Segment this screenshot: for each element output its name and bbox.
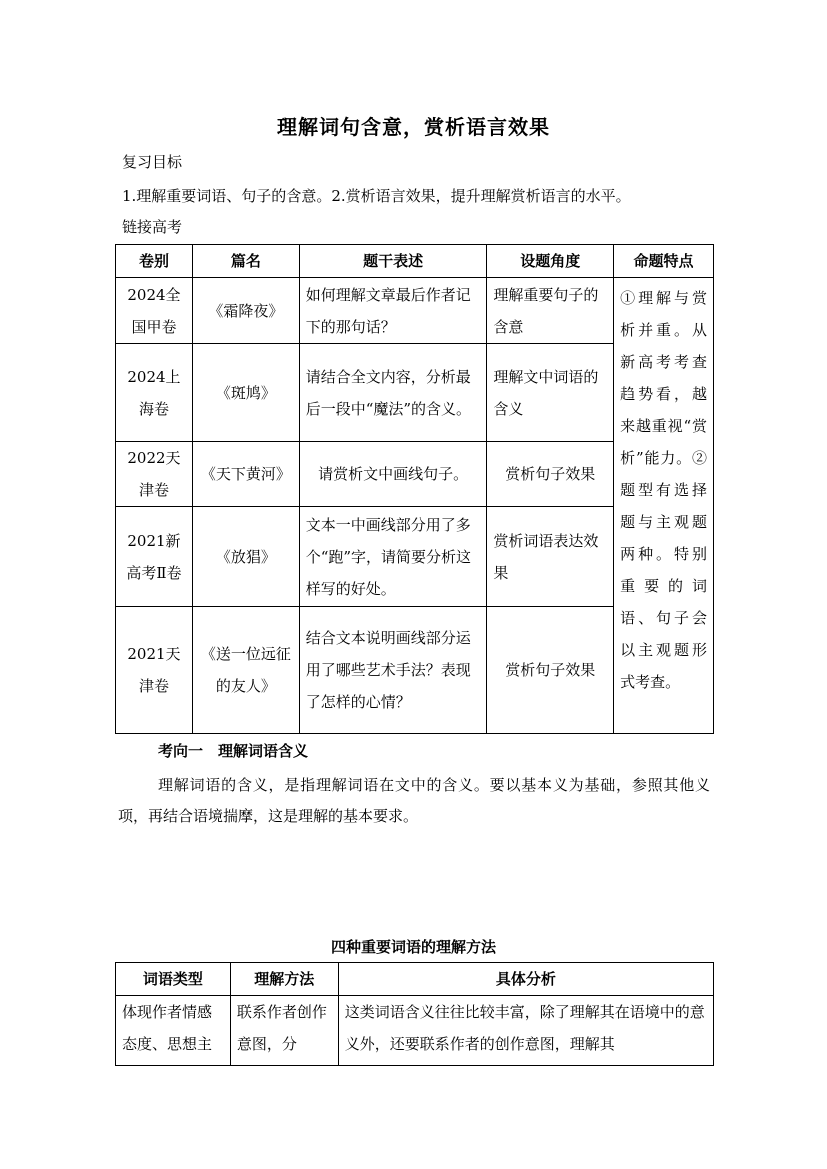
cell-title: 《斑鸠》 bbox=[192, 344, 299, 442]
cell-feature: ①理解与赏析并重。从新高考考查趋势看，越来越重视“赏析”能力。②题型有选择题与主观题两种。特别重要的词语、句子会以主观题形式考查。 bbox=[614, 278, 714, 734]
cell-paper: 2022天津卷 bbox=[116, 442, 193, 507]
table-header-row bbox=[116, 245, 714, 278]
methods-table bbox=[115, 962, 714, 1066]
header-word-type: 词语类型 bbox=[116, 963, 231, 996]
cell-title: 《送一位远征的友人》 bbox=[192, 607, 299, 734]
review-goal-text: 1.理解重要词语、句子的含意。2.赏析语言效果，提升理解赏析语言的水平。 bbox=[122, 187, 631, 205]
cell-title: 《放猖》 bbox=[192, 507, 299, 607]
cell-title: 《天下黄河》 bbox=[192, 442, 299, 507]
header-paper: 卷别 bbox=[116, 245, 193, 278]
cell-stem: 如何理解文章最后作者记下的那句话？ bbox=[299, 278, 487, 344]
header-stem: 题干表述 bbox=[299, 245, 487, 278]
table-header-row bbox=[116, 963, 714, 996]
header-title: 篇名 bbox=[192, 245, 299, 278]
section-heading: 考向一 理解词语含义 bbox=[158, 742, 309, 760]
cell-analysis: 这类词语含义往往比较丰富，除了理解其在语境中的意义外，还要联系作者的创作意图，理解其 bbox=[338, 996, 713, 1066]
methods-table-title: 四种重要词语的理解方法 bbox=[330, 938, 496, 956]
cell-word-type: 体现作者情感态度、思想主 bbox=[116, 996, 231, 1066]
header-angle: 设题角度 bbox=[487, 245, 614, 278]
link-gaokao-label: 链接高考 bbox=[122, 218, 183, 236]
section-paragraph: 理解词语的含义，是指理解词语在文中的含义。要以基本义为基础，参照其他义项，再结合语境揣摩，这是理解的基本要求。 bbox=[118, 776, 710, 825]
cell-stem: 请赏析文中画线句子。 bbox=[299, 442, 487, 507]
review-goal-label: 复习目标 bbox=[122, 153, 183, 171]
cell-stem: 结合文本说明画线部分运用了哪些艺术手法？表现了怎样的心情？ bbox=[299, 607, 487, 734]
cell-paper: 2021天津卷 bbox=[116, 607, 193, 734]
cell-angle: 理解文中词语的含义 bbox=[487, 344, 614, 442]
header-feature: 命题特点 bbox=[614, 245, 714, 278]
cell-method: 联系作者创作意图，分 bbox=[230, 996, 338, 1066]
gaokao-table bbox=[115, 244, 714, 734]
page-title: 理解词句含意，赏析语言效果 bbox=[277, 115, 550, 139]
cell-angle: 理解重要句子的含意 bbox=[487, 278, 614, 344]
cell-angle: 赏析句子效果 bbox=[487, 607, 614, 734]
cell-paper: 2024上海卷 bbox=[116, 344, 193, 442]
cell-angle: 赏析句子效果 bbox=[487, 442, 614, 507]
cell-paper: 2021新高考Ⅱ卷 bbox=[116, 507, 193, 607]
header-method: 理解方法 bbox=[230, 963, 338, 996]
cell-title: 《霜降夜》 bbox=[192, 278, 299, 344]
cell-stem: 文本一中画线部分用了多个“跑”字，请简要分析这样写的好处。 bbox=[299, 507, 487, 607]
table-row bbox=[116, 278, 714, 344]
cell-paper: 2024全国甲卷 bbox=[116, 278, 193, 344]
header-analysis: 具体分析 bbox=[338, 963, 713, 996]
cell-stem: 请结合全文内容，分析最后一段中“魔法”的含义。 bbox=[299, 344, 487, 442]
table-row bbox=[116, 996, 714, 1066]
cell-angle: 赏析词语表达效果 bbox=[487, 507, 614, 607]
